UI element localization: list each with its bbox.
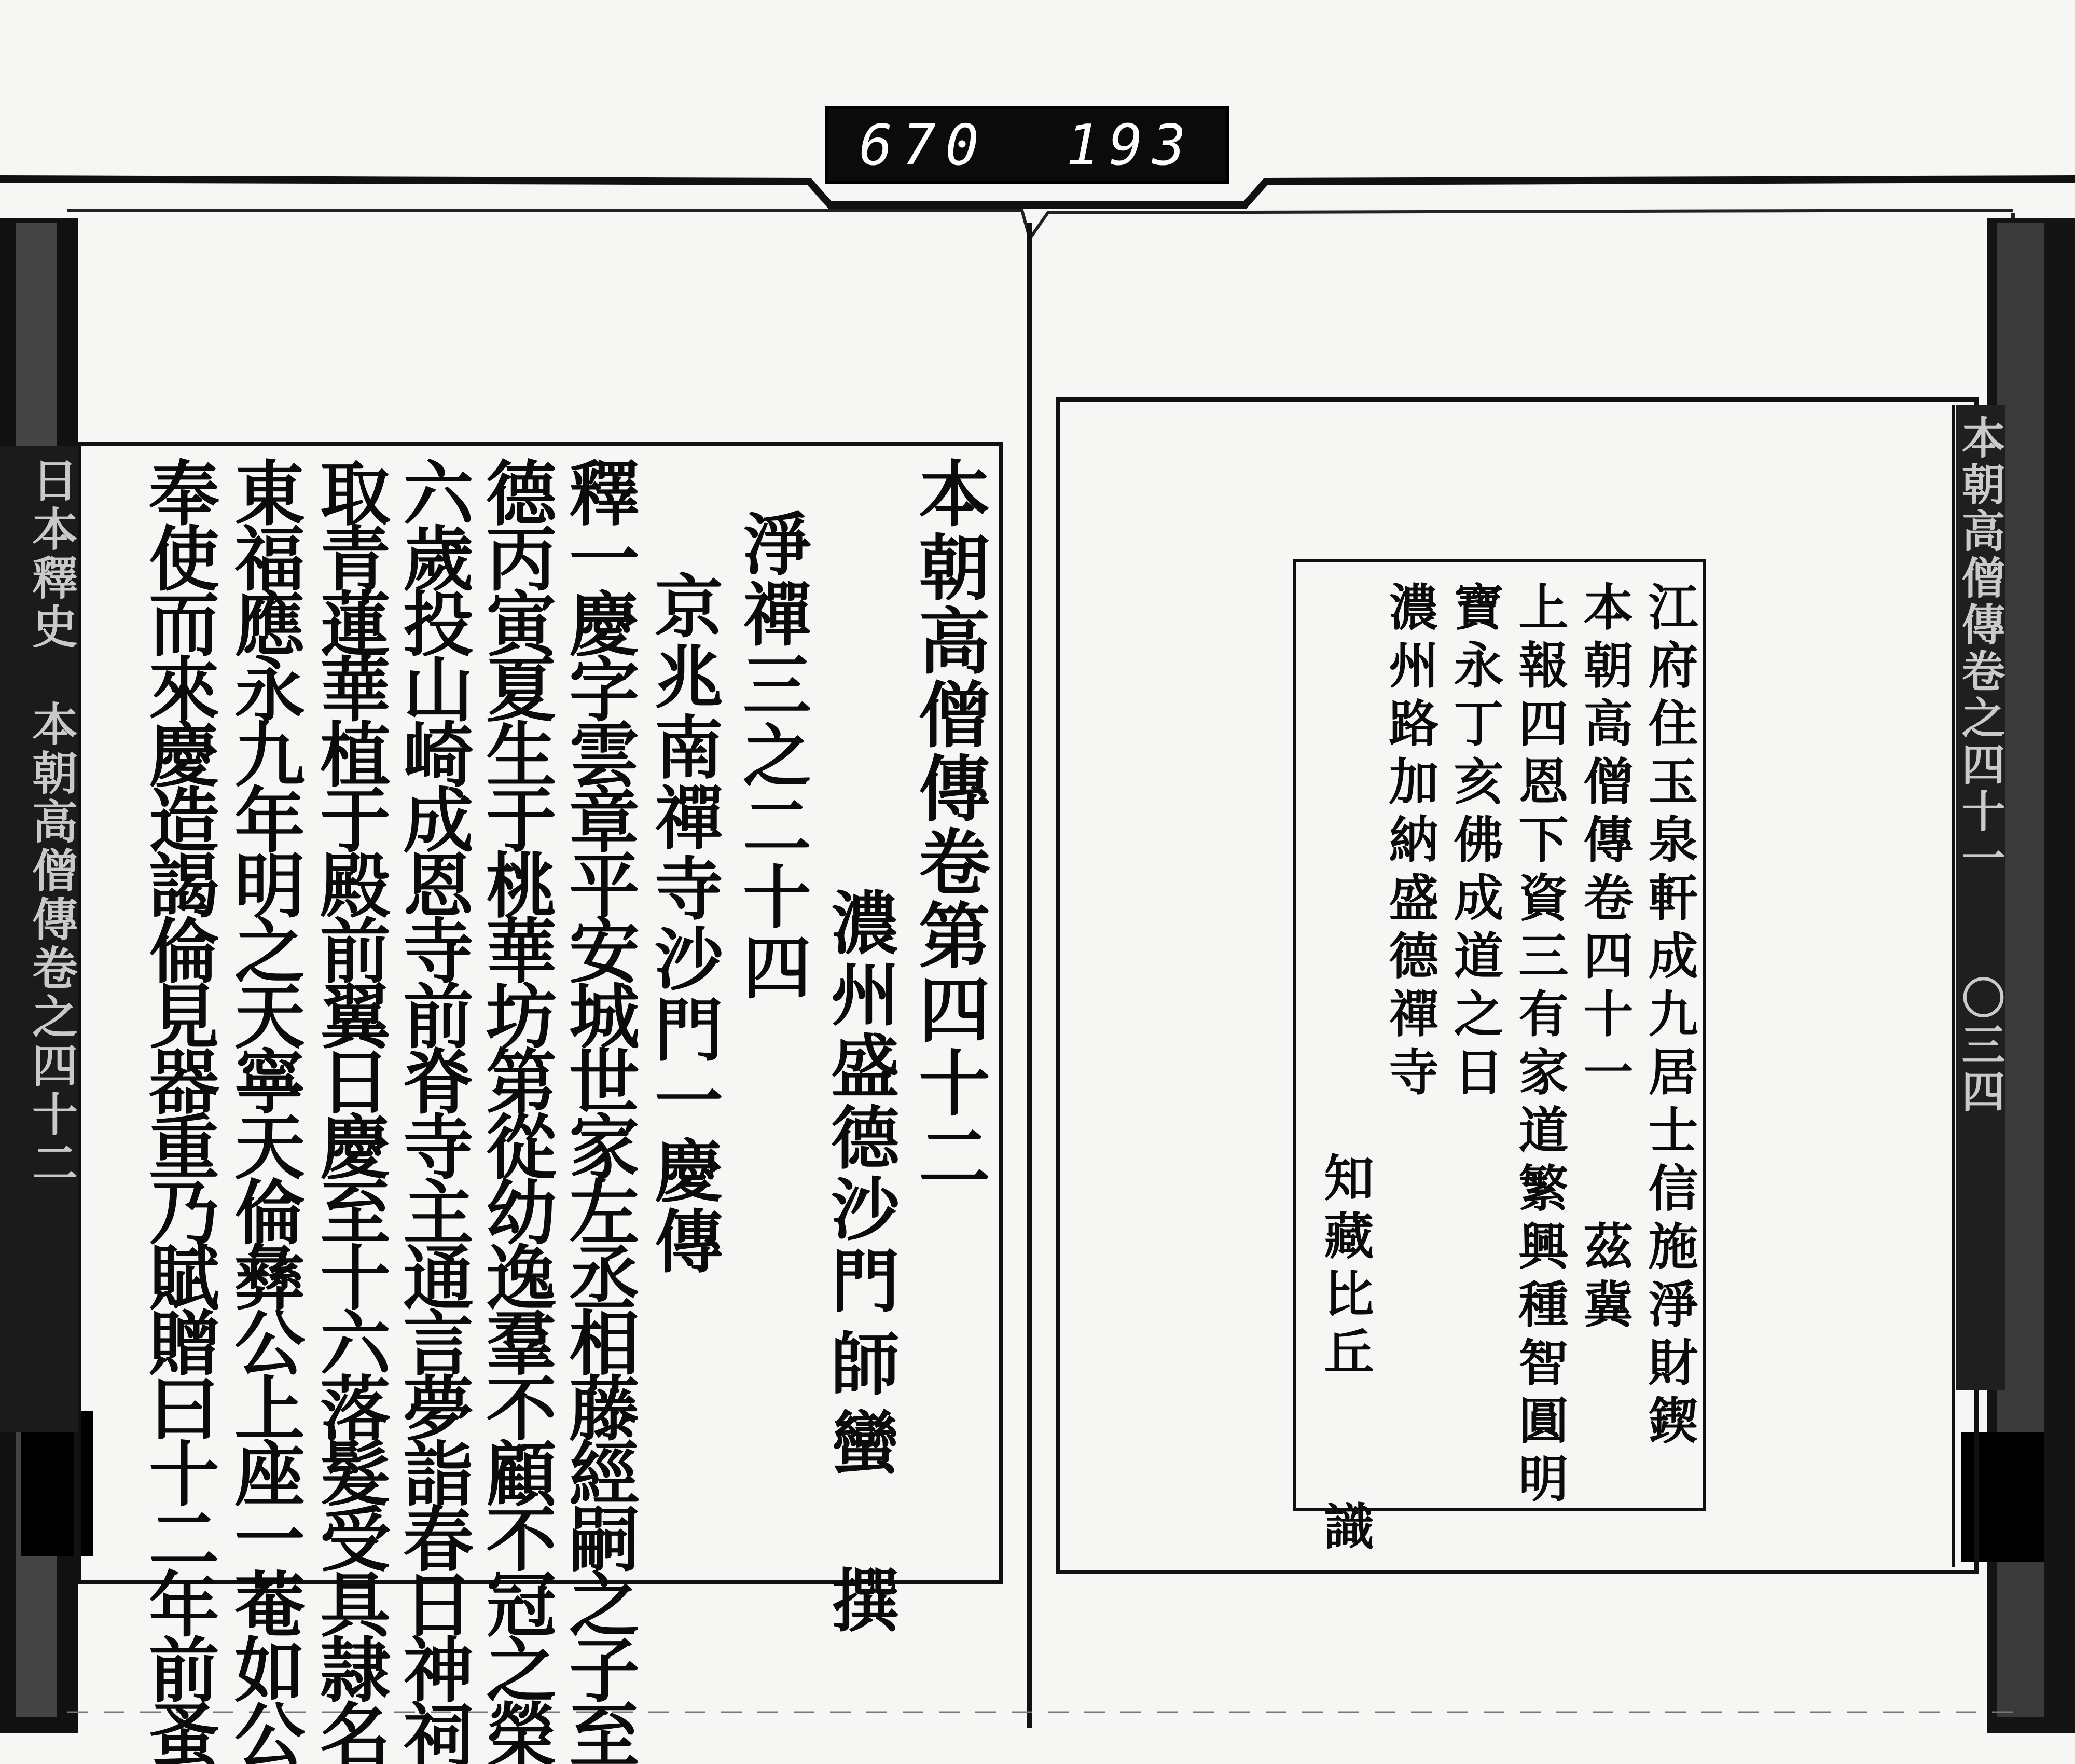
body-column-5: 東福應永九年明之天寧天倫彝公上座一菴如公 [222,457,305,1764]
compiler-name: 師蠻 撰 [819,1328,900,1644]
frame-number-right: 193 [1066,113,1195,178]
body-column-6: 奉使而來慶造謁倫見器重乃賦贈曰十二年前蚤 [136,457,219,1764]
microfilm-frame-label [825,106,1229,184]
section-heading: 淨禪三之二十四 [731,508,811,1002]
colophon-line-2: 本朝高僧傳卷四十一 茲冀 [1575,581,1634,1336]
left-margin-text: 日本釋史 本朝高僧傳卷之四十二 [25,457,78,1188]
colophon-signature: 知藏比丘 識 [1316,1152,1374,1559]
frame-number-left: 670 [859,113,989,178]
colophon-line-1: 江府住玉泉軒成九居士信施淨財鍥 [1640,581,1698,1453]
volume-title: 本朝高僧傳卷第四十二 [907,457,991,1193]
biography-heading: 京兆南禪寺沙門一慶傳 [643,571,723,1276]
right-margin-text: 本朝高僧傳卷之四十一 〇三四 [1955,415,2005,1115]
compiler-label: 濃州盛德沙門 [819,887,900,1317]
body-column-4: 取青蓮華植于殿前翼日慶至十六落髮受具隷名 [308,457,391,1764]
body-column-1: 釋一慶字雲章平安城世家左丞相藤經嗣之子至 [557,457,640,1764]
colophon-line-3: 上報四恩下資三有家道繁興種智圓明 [1511,581,1569,1511]
body-column-2: 德丙寅夏生于桃華坊第從幼逸羣不顧不冠之榮 [474,457,557,1764]
body-column-3: 六歲投山崎成恩寺前脊寺主通言夢詣春日神祠 [391,457,474,1764]
colophon-line-4: 寶永丁亥佛成道之日 [1446,581,1504,1104]
colophon-line-5: 濃州路加納盛德禪寺 [1381,581,1439,1104]
